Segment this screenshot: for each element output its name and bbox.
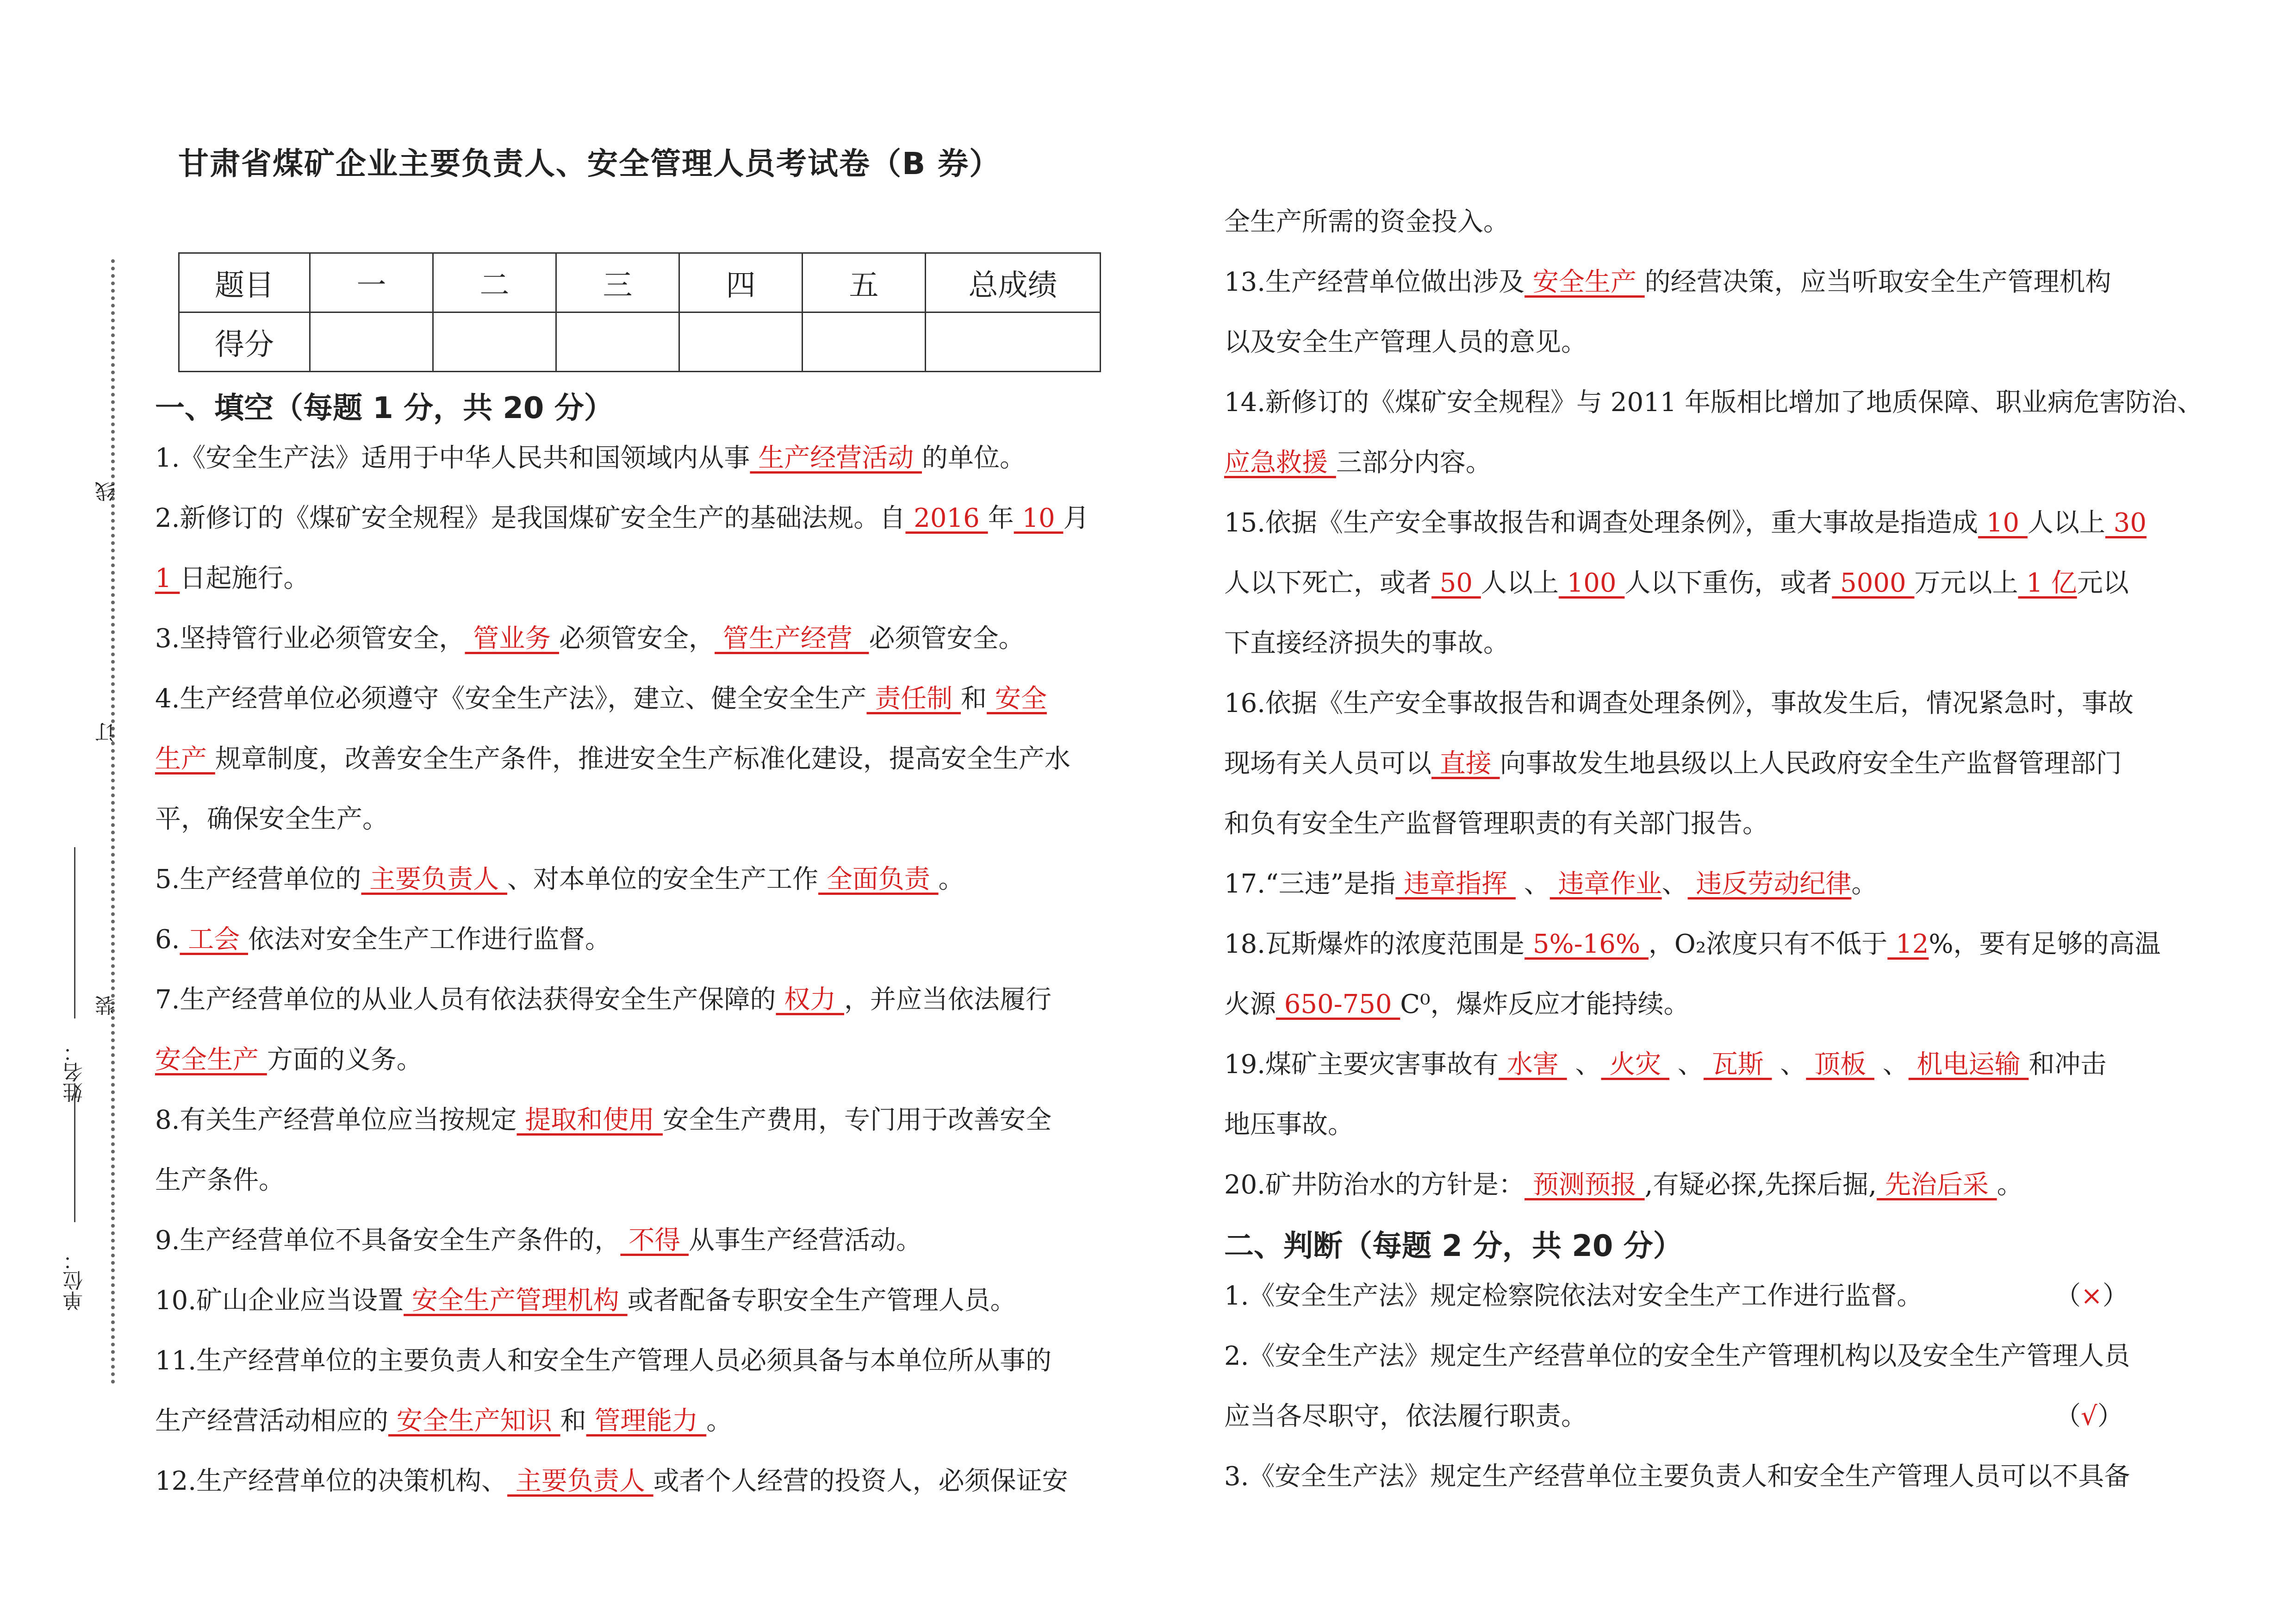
answer: 先治后采 (1877, 1170, 1997, 1200)
name-underline-2 (74, 1083, 75, 1222)
text-fragment: 人以下死亡，或者 (1224, 568, 1431, 598)
text-fragment: 20.矿井防治水的方针是： (1224, 1170, 1525, 1200)
question-11-cont (155, 1403, 732, 1440)
answer: 650-750 (1276, 989, 1400, 1019)
score-cell[interactable] (433, 312, 556, 372)
score-cell[interactable] (926, 312, 1101, 372)
text-fragment: 11.生产经营单位的主要负责人和安全生产管理人员必须具备与本单位所从事的 (155, 1346, 1052, 1376)
answer: 30 (2105, 508, 2147, 538)
text-fragment: 12.生产经营单位的决策机构、 (155, 1466, 508, 1496)
answer: 权力 (776, 985, 845, 1015)
score-cell[interactable] (556, 312, 679, 372)
text-fragment: 从事生产经营活动。 (689, 1225, 922, 1255)
answer: 水害 (1499, 1049, 1567, 1080)
text-fragment: 以及安全生产管理人员的意见。 (1224, 327, 1587, 357)
answer: 直接 (1431, 749, 1500, 779)
text-fragment: 6. (155, 924, 180, 955)
question-15 (1224, 505, 2147, 542)
text-fragment: 、 (1567, 1049, 1601, 1080)
text-fragment: 的经营决策，应当听取安全生产管理机构 (1644, 267, 2111, 297)
section1-heading: 一、填空（每题 1 分，共 20 分） (155, 391, 614, 425)
question-14 (1224, 384, 2203, 421)
text-fragment: ） (2097, 1401, 2123, 1431)
question-2-cont (155, 560, 309, 597)
question-3 (155, 620, 1024, 657)
answer: 不得 (620, 1225, 689, 1255)
score-header-cell: 四 (679, 253, 803, 312)
binding-label-zhuang: 装 (95, 995, 119, 1016)
question-13 (1224, 264, 2111, 301)
text-fragment: 和 (961, 684, 987, 714)
answer: 生产 (155, 744, 215, 774)
text-fragment: 月 (1063, 503, 1089, 533)
text-fragment: 规章制度，改善安全生产条件，推进安全生产标准化建设，提高安全生产水 (215, 744, 1070, 774)
text-fragment: 三部分内容。 (1336, 448, 1492, 478)
answer: 50 (1431, 568, 1481, 598)
question-5 (155, 861, 964, 898)
text-fragment: 或者配备专职安全生产管理人员。 (627, 1286, 1016, 1316)
binding-label-xian: 线 (95, 481, 119, 502)
question-4-cont2 (155, 801, 388, 838)
name-label: 姓名： (63, 1042, 87, 1103)
text-fragment: ，并应当依法履行 (844, 985, 1052, 1015)
text-fragment: 8.有关生产经营单位应当按规定 (155, 1105, 517, 1135)
question-7 (155, 981, 1052, 1018)
question-6 (155, 921, 611, 958)
text-fragment: 生产条件。 (155, 1165, 285, 1195)
answer: 安全生产知识 (388, 1406, 560, 1436)
question-1 (155, 440, 1026, 477)
answer: 主要负责人 (507, 1466, 653, 1496)
text-fragment: 、 (1669, 1049, 1704, 1080)
text-fragment: ） (2102, 1281, 2128, 1311)
question-7-cont (155, 1042, 423, 1079)
question-16-cont (1224, 745, 2122, 782)
score-table (178, 252, 1101, 372)
answer: 预测预报 (1524, 1170, 1645, 1200)
answer: 5%-16% (1524, 929, 1649, 959)
question-12-cont (1224, 204, 1509, 241)
answer: 违反劳动纪律 (1687, 869, 1852, 899)
answer: 应急救援 (1224, 448, 1336, 478)
answer: 1 (155, 563, 180, 593)
answer: 工会 (180, 924, 249, 955)
text-fragment: 必须管安全。 (869, 624, 1025, 654)
text-fragment: 。 (1997, 1170, 2023, 1200)
text-fragment: 3.《安全生产法》规定生产经营单位主要负责人和安全生产管理人员可以不具备 (1224, 1462, 2130, 1492)
name-underline (74, 847, 75, 1018)
answer: 安全 (987, 684, 1047, 714)
score-table-score-row (179, 312, 1101, 372)
text-fragment: 2.新修订的《煤矿安全规程》是我国煤矿安全生产的基础法规。自 (155, 503, 906, 533)
question-16 (1224, 685, 2134, 722)
text-fragment: 或者个人经营的投资人，必须保证安 (653, 1466, 1068, 1496)
answer: 机电运输 (1908, 1049, 2029, 1080)
text-fragment: 和冲击 (2028, 1049, 2107, 1080)
score-header-cell: 题目 (179, 253, 310, 312)
text-fragment: 依法对安全生产工作进行监督。 (248, 924, 611, 955)
text-fragment: 现场有关人员可以 (1224, 749, 1431, 779)
score-header-cell: 总成绩 (926, 253, 1101, 312)
question-9 (155, 1222, 922, 1259)
answer: 火灾 (1601, 1049, 1670, 1080)
answer: 责任制 (866, 684, 961, 714)
judgment-1 (1224, 1278, 1923, 1315)
question-15-cont2 (1224, 625, 1509, 662)
score-cell[interactable] (679, 312, 803, 372)
question-16-cont2 (1224, 806, 1768, 843)
text-fragment: 人以下重伤，或者 (1624, 568, 1832, 598)
answer: 主要负责人 (361, 864, 508, 894)
text-fragment: 7.生产经营单位的从业人员有依法获得安全生产保障的 (155, 985, 776, 1015)
score-header-cell: 一 (310, 253, 433, 312)
question-8 (155, 1102, 1052, 1139)
question-4-cont (155, 741, 1070, 778)
binding-label-ding: 订 (95, 722, 119, 743)
question-11 (155, 1343, 1052, 1380)
text-fragment: 、对本单位的安全生产工作 (507, 864, 819, 894)
answer: 管生产经营 (715, 624, 869, 654)
answer: 管业务 (465, 624, 560, 654)
text-fragment: 3.坚持管行业必须管安全， (155, 624, 465, 654)
cross-mark-icon: × (2081, 1281, 2103, 1311)
text-fragment: 16.依据《生产安全事故报告和调查处理条例》，事故发生后，情况紧急时，事故 (1224, 688, 2134, 718)
text-fragment: 、 (1515, 869, 1550, 899)
text-fragment: 1.《安全生产法》规定检察院依法对安全生产工作进行监督。 (1224, 1281, 1923, 1311)
answer: 违章指挥 (1395, 869, 1516, 899)
text-fragment: 4.生产经营单位必须遵守《安全生产法》，建立、健全安全生产 (155, 684, 867, 714)
exam-title: 甘肃省煤矿企业主要负责人、安全管理人员考试卷（B 券） (178, 146, 1001, 181)
check-mark-icon: √ (2081, 1401, 2097, 1431)
judgment-2-mark (2055, 1398, 2123, 1435)
text-fragment: 安全生产费用，专门用于改善安全 (663, 1105, 1052, 1135)
text-fragment: 。 (938, 864, 964, 894)
text-fragment: （ (2055, 1281, 2081, 1311)
text-fragment: 人以上 (1481, 568, 1559, 598)
text-fragment: 、 (1772, 1049, 1806, 1080)
answer: 瓦斯 (1703, 1049, 1772, 1080)
judgment-3 (1224, 1458, 2130, 1495)
answer: 安全生产 (155, 1045, 267, 1075)
text-fragment: 14.新修订的《煤矿安全规程》与 2011 年版相比增加了地质保障、职业病危害防治、 (1224, 387, 2203, 418)
text-fragment: ，O₂浓度只有不低于 (1648, 929, 1888, 959)
question-17 (1224, 866, 1877, 903)
answer: 10 (1978, 508, 2028, 538)
answer: 100 (1558, 568, 1625, 598)
text-fragment: 15.依据《生产安全事故报告和调查处理条例》，重大事故是指造成 (1224, 508, 1979, 538)
score-header-cell: 二 (433, 253, 556, 312)
judgment-2-cont (1224, 1398, 1587, 1435)
score-cell[interactable] (803, 312, 926, 372)
text-fragment: ,有疑必探,先探后掘, (1644, 1170, 1877, 1200)
text-fragment: 方面的义务。 (267, 1045, 423, 1075)
answer: 1 亿 (2018, 568, 2077, 598)
binding-dotted-line (111, 259, 115, 1384)
score-row-label: 得分 (179, 312, 310, 372)
text-fragment: 下直接经济损失的事故。 (1224, 628, 1509, 658)
question-4 (155, 681, 1047, 718)
text-fragment: 、 (1874, 1049, 1909, 1080)
text-fragment: 应当各尽职守，依法履行职责。 (1224, 1401, 1587, 1431)
answer: 2016 (905, 503, 988, 533)
text-fragment: 的单位。 (922, 443, 1026, 473)
question-18 (1224, 926, 2161, 963)
answer: 12 (1887, 929, 1929, 959)
unit-label: 单位： (63, 1250, 87, 1311)
text-fragment: （ (2055, 1401, 2081, 1431)
question-14-cont (1224, 444, 1492, 481)
text-fragment: 平，确保安全生产。 (155, 804, 388, 834)
answer: 生产经营活动 (750, 443, 922, 473)
question-19 (1224, 1046, 2106, 1083)
text-fragment: 向事故发生地县级以上人民政府安全生产监督管理部门 (1500, 749, 2122, 779)
answer: 提取和使用 (516, 1105, 663, 1135)
score-cell[interactable] (310, 312, 433, 372)
question-19-cont (1224, 1106, 1354, 1143)
question-13-cont (1224, 324, 1587, 361)
answer: 安全生产管理机构 (404, 1286, 628, 1316)
text-fragment: C⁰，爆炸反应才能持续。 (1400, 989, 1690, 1019)
text-fragment: 全生产所需的资金投入。 (1224, 207, 1509, 237)
answer: 顶板 (1806, 1049, 1874, 1080)
text-fragment: 必须管安全， (559, 624, 715, 654)
question-15-cont (1224, 565, 2129, 602)
text-fragment: 17.“三违”是指 (1224, 869, 1396, 899)
text-fragment: 和负有安全生产监督管理职责的有关部门报告。 (1224, 809, 1768, 839)
text-fragment: 地压事故。 (1224, 1110, 1354, 1140)
judgment-2 (1224, 1338, 2130, 1375)
text-fragment: 。 (1851, 869, 1878, 899)
text-fragment: 万元以上 (1914, 568, 2018, 598)
text-fragment: 和 (560, 1406, 586, 1436)
text-fragment: 19.煤矿主要灾害事故有 (1224, 1049, 1499, 1080)
text-fragment: 5.生产经营单位的 (155, 864, 361, 894)
question-2 (155, 500, 1089, 537)
text-fragment: 、 (1661, 869, 1688, 899)
answer: 全面负责 (818, 864, 939, 894)
judgment-1-mark (2055, 1278, 2128, 1315)
question-18-cont (1224, 986, 1690, 1023)
section2-heading: 二、判断（每题 2 分，共 20 分） (1224, 1229, 1683, 1263)
question-20 (1224, 1167, 2023, 1204)
text-fragment: 。 (706, 1406, 733, 1436)
score-table-header-row (179, 253, 1101, 312)
text-fragment: 人以上 (2027, 508, 2105, 538)
text-fragment: 13.生产经营单位做出涉及 (1224, 267, 1525, 297)
text-fragment: 9.生产经营单位不具备安全生产条件的， (155, 1225, 621, 1255)
question-12 (155, 1463, 1068, 1500)
score-header-cell: 三 (556, 253, 679, 312)
answer: 10 (1014, 503, 1064, 533)
text-fragment: 10.矿山企业应当设置 (155, 1286, 404, 1316)
answer: 管理能力 (586, 1406, 707, 1436)
text-fragment: 年 (988, 503, 1014, 533)
answer: 5000 (1832, 568, 1915, 598)
answer: 违章作业 (1549, 869, 1662, 899)
answer: 安全生产 (1524, 267, 1645, 297)
text-fragment: 2.《安全生产法》规定生产经营单位的安全生产管理机构以及安全生产管理人员 (1224, 1341, 2130, 1371)
text-fragment: 日起施行。 (180, 563, 310, 593)
question-10 (155, 1282, 1016, 1319)
text-fragment: %，要有足够的高温 (1929, 929, 2161, 959)
score-header-cell: 五 (803, 253, 926, 312)
text-fragment: 1.《安全生产法》适用于中华人民共和国领域内从事 (155, 443, 750, 473)
text-fragment: 火源 (1224, 989, 1276, 1019)
text-fragment: 生产经营活动相应的 (155, 1406, 388, 1436)
text-fragment: 元以 (2077, 568, 2129, 598)
text-fragment: 18.瓦斯爆炸的浓度范围是 (1224, 929, 1525, 959)
question-8-cont (155, 1162, 285, 1199)
